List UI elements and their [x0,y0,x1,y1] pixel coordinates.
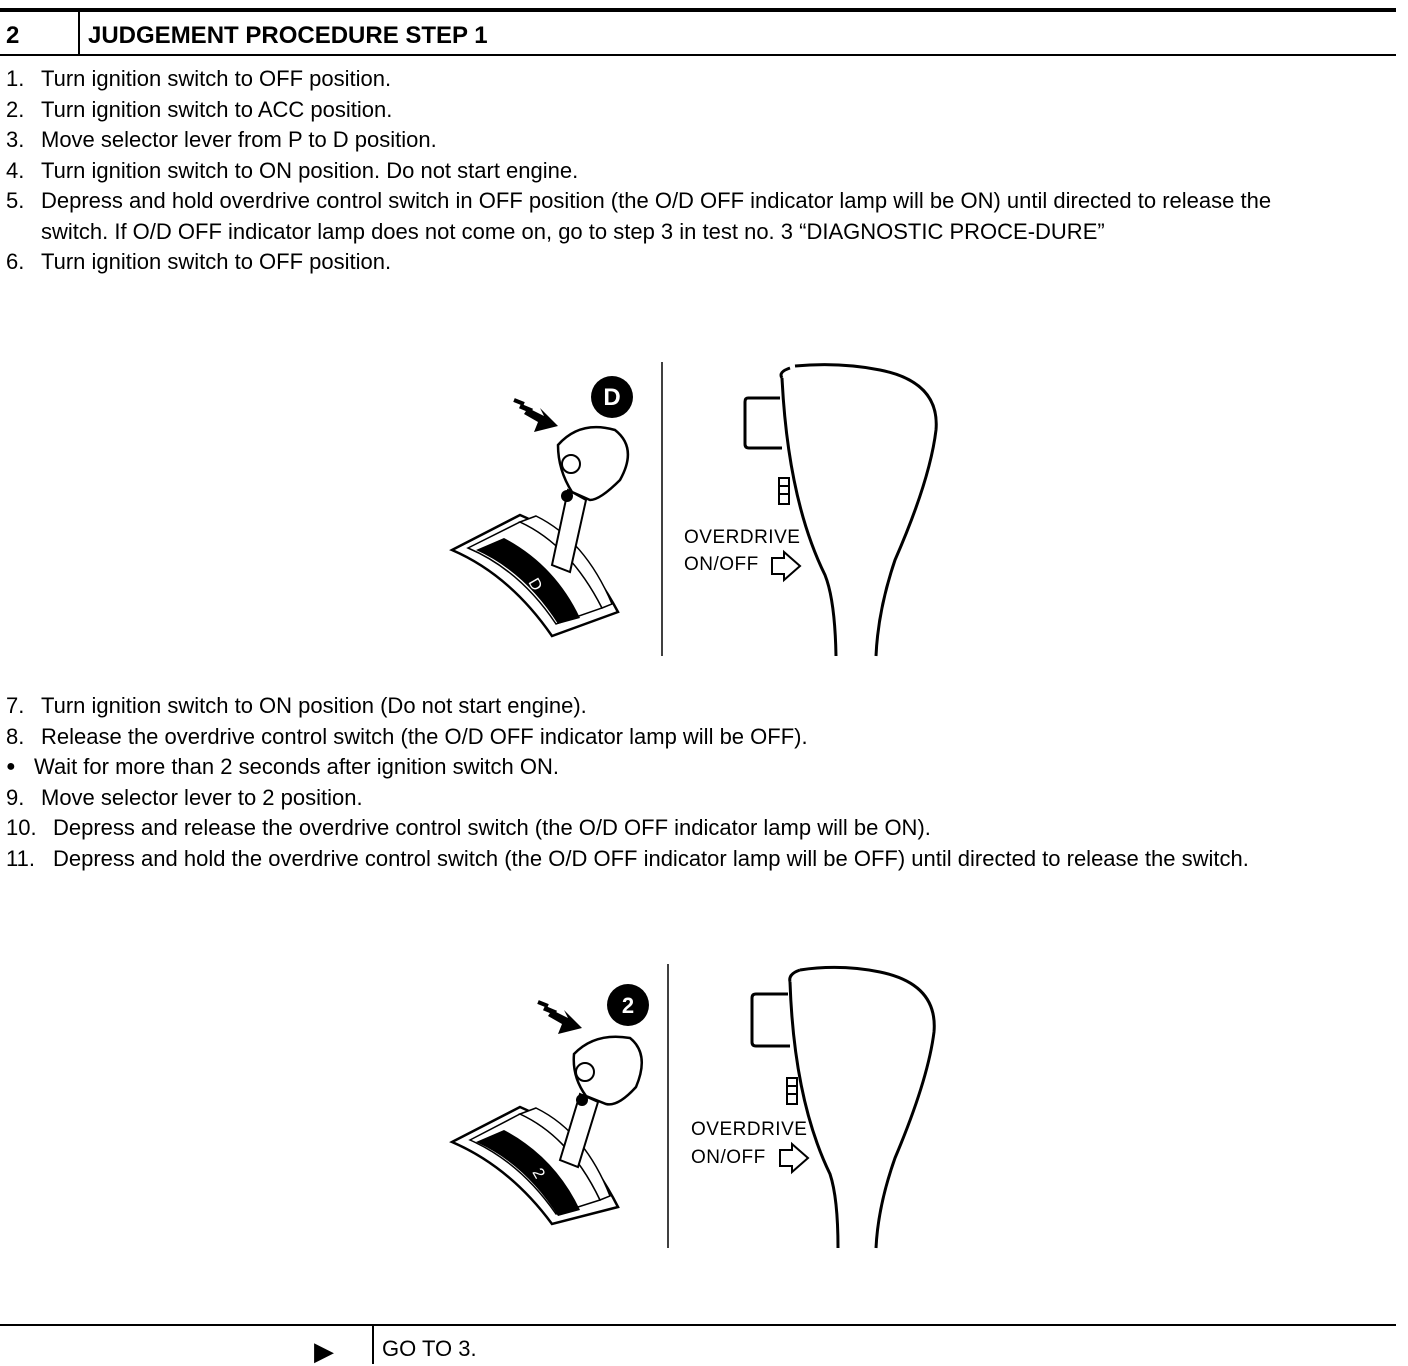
step-5 [0,186,1400,247]
selector-lever-illustration [440,360,960,660]
step-9 [0,783,1400,814]
step-text: Turn ignition switch to OFF position. [41,66,392,91]
step-4 [0,156,1400,187]
header-divider [78,12,80,54]
procedure-header [0,8,1396,56]
result-row [0,1324,1396,1364]
result-arrow-icon: ▶ [314,1336,334,1366]
procedure-number: 2 [6,22,20,49]
selector-lever-figure-2 [440,962,960,1252]
procedure-title: JUDGEMENT PROCEDURE STEP 1 [88,22,488,49]
step-number: 11. [6,845,35,871]
step-text: Depress and hold overdrive control switch in OFF position (the O/D OFF indicator lamp will be ON) until directed to release the switch. If O/D OFF indicator lamp does not come on, go to step 3 in test no. 3 “DIAGNOSTIC PROCE-DURE” [41,188,1272,244]
step-text: Depress and hold the overdrive control switch (the O/D OFF indicator lamp will be OFF) until directed to release the switch. [53,845,1249,871]
step-number: 4. [6,157,25,183]
step-number: 8. [6,723,25,749]
step-10 [0,813,1400,844]
step-8 [0,722,1400,753]
step-number: 10. [6,815,37,840]
push-arrow-icon [538,1002,582,1034]
step-number: 7. [6,693,25,718]
push-arrow-icon [514,400,558,432]
step-note [0,752,1400,783]
step-number: 3. [6,127,25,152]
step-text: Turn ignition switch to ON position (Do not start engine). [41,693,587,718]
switch-arrow-icon [780,1144,808,1172]
overdrive-label: OVERDRIVE [684,527,801,548]
selector-lever-illustration [440,962,960,1252]
gate-position-label: 2 [528,1165,548,1182]
go-to-step-link[interactable]: GO TO 3. [382,1336,477,1361]
step-text: Depress and release the overdrive control switch (the O/D OFF indicator lamp will be ON). [53,815,931,840]
on-off-label: ON/OFF [691,1147,766,1168]
on-off-label: ON/OFF [684,554,759,575]
step-11 [0,844,1400,875]
step-number: 2. [6,96,25,122]
step-1 [0,64,1400,95]
step-7 [0,691,1400,722]
step-number: 6. [6,249,25,274]
overdrive-label: OVERDRIVE [691,1119,808,1140]
step-text: Turn ignition switch to ON position. Do not start engine. [41,157,579,183]
step-text: Move selector lever to 2 position. [41,784,363,810]
step-text: Turn ignition switch to ACC position. [41,96,393,122]
step-text: Move selector lever from P to D position. [41,127,437,152]
step-3 [0,125,1400,156]
switch-arrow-icon [772,552,800,580]
step-text: Wait for more than 2 seconds after ignition switch ON. [34,754,559,779]
steps-list-2 [0,691,1400,874]
step-number: 1. [6,66,25,91]
selector-lever-figure-d [440,360,960,660]
position-badge-label: 2 [621,993,635,1018]
step-2 [0,95,1400,126]
gate-position-label: D [524,575,546,595]
step-number: 5. [6,188,25,213]
steps-list-1 [0,64,1400,278]
bullet-icon: ● [6,758,16,775]
step-number: 9. [6,784,25,810]
position-badge-label: D [603,384,621,411]
step-6 [0,247,1400,278]
footer-divider [372,1326,374,1364]
step-text: Release the overdrive control switch (the O/D OFF indicator lamp will be OFF). [41,723,808,749]
step-text: Turn ignition switch to OFF position. [41,249,392,274]
